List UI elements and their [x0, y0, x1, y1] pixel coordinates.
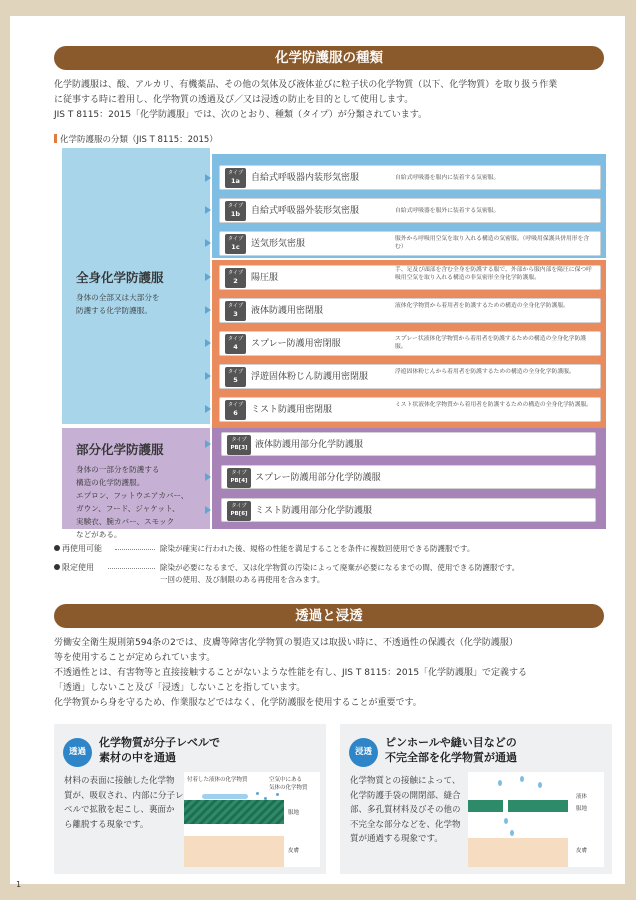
type-desc: スプレー状液体化学物質から着用者を防護するための構造の全身化学防護服。: [395, 336, 587, 350]
type-name: 液体防護用密閉服: [251, 306, 324, 316]
type-name: 浮遊固体粉じん防護用密閉服: [251, 372, 369, 382]
type-desc: 服外から呼吸用空気を取り入れる構造の気密服。（呼吸用保護具併用形を含む）: [395, 236, 590, 250]
leader-line: [108, 568, 155, 569]
arrow-right-icon: [205, 239, 211, 247]
type-row-pb3: [221, 432, 596, 456]
partial-suit-category: 部分化学防護服 身体の一部分を防護する 構造の化学防護服。 エプロン、フットウエアカバー、 ガウン、フード、ジャケット、 実験衣、腕カバー、スモック などがある。: [76, 442, 189, 539]
penetration-illustration: 液体 服地 皮膚: [468, 772, 604, 867]
arrow-right-icon: [205, 306, 211, 314]
suit-fabric-layer: [184, 800, 284, 824]
type-desc: ミスト状液体化学物質から着用者を防護するための構造の全身化学防護服。: [395, 402, 593, 408]
arrow-right-icon: [205, 440, 211, 448]
type-row-6: [219, 397, 601, 422]
type-row-1b: [219, 198, 601, 223]
full-suit-category: 全身化学防護服 身体の全部又は大部分を 防護する化学防護服。: [76, 270, 164, 315]
card-desc: 材料の表面に接触した化学物 質が、吸収され、内部に分子レ ベルで拡散を起こし、裏面か ら離脱する現象です。: [64, 776, 184, 830]
usage-label-limited: 限定使用: [54, 562, 94, 573]
type-desc: 自給式呼吸器を服外に装着する気密服。: [395, 208, 500, 214]
card-title: ピンホールや縫い目などの 不完全部を化学物質が通過: [385, 736, 517, 764]
type-badge: タイプ PB[6]: [227, 501, 251, 521]
type-badge: タイプ 1c: [225, 234, 246, 254]
type-row-1c: [219, 231, 601, 256]
document-page: [10, 16, 625, 884]
suit-fabric-layer: [508, 800, 568, 812]
arrow-right-icon: [205, 372, 211, 380]
arrow-right-icon: [205, 206, 211, 214]
card-penetration: [340, 724, 612, 874]
type-badge: タイプ 4: [225, 334, 246, 354]
arrow-right-icon: [205, 506, 211, 514]
type-name: ミスト防護用部分化学防護服: [255, 506, 373, 516]
type-row-1a: [219, 165, 601, 190]
type-desc: 浮遊固体粉じんから着用者を防護するための構造の全身化学防護服。: [395, 369, 575, 375]
type-badge: タイプ PB[4]: [227, 468, 251, 488]
type-name: スプレー防護用部分化学防護服: [255, 473, 381, 483]
type-desc: 自給式呼吸器を服内に装着する気密服。: [395, 175, 500, 181]
permeation-badge: 透過: [63, 738, 92, 767]
type-row-2: [219, 265, 601, 290]
classification-subtitle: 化学防護服の分類（JIS T 8115：2015）: [54, 133, 218, 145]
suit-fabric-layer: [468, 800, 503, 812]
skin-layer: [468, 838, 568, 867]
type-name: 自給式呼吸器外装形気密服: [251, 206, 360, 216]
intro-paragraph: 化学防護服は、酸、アルカリ、有機薬品、その他の気体及び液体並びに粒子状の化学物質（以下、化学物質）を取り扱う作業 に従事する時に着用し、化学物質の透過及び／又は浸透の防止を目的として使用します。 JIS T 8115：2015「化学防護服」では、次のとおり、種類（タイプ）が分類されています。: [54, 80, 558, 120]
type-name: 送気形気密服: [251, 239, 306, 249]
card-permeation: [54, 724, 326, 874]
type-name: 液体防護用部分化学防護服: [255, 440, 364, 450]
card-title: 化学物質が分子レベルで 素材の中を通過: [99, 736, 220, 764]
type-name: ミスト防護用密閉服: [251, 405, 333, 415]
type-badge: タイプ 3: [225, 301, 246, 321]
permeation-illustration: 付着した液体の化学物質 空気中にある 気体の化学物質 服地 皮膚: [184, 772, 320, 867]
usage-desc-reusable: 除染が確実に行われた後、規格の性能を満足することを条件に複数回使用できる防護服です。: [160, 544, 475, 553]
usage-desc-limited: 除染が必要になるまで、又は化学物質の汚染によって廃棄が必要になるまでの間、使用できる防護服です。 一回の使用、及び制限のある再使用を含みます。: [160, 563, 520, 584]
page-number: 1: [16, 880, 22, 889]
type-badge: タイプ PB[3]: [227, 435, 251, 455]
gap-layer: [184, 824, 284, 836]
arrow-right-icon: [205, 273, 211, 281]
arrow-right-icon: [205, 174, 211, 182]
arrow-right-icon: [205, 473, 211, 481]
arrow-right-icon: [205, 405, 211, 413]
type-badge: タイプ 2: [225, 268, 246, 288]
arrow-right-icon: [205, 339, 211, 347]
type-desc: 液体化学物質から着用者を防護するための構造の全身化学防護服。: [395, 303, 569, 309]
type-badge: タイプ 1a: [225, 168, 246, 188]
liquid-droplet-shape: [202, 794, 248, 799]
type-row-pb6: [221, 498, 596, 522]
type-badge: タイプ 1b: [225, 201, 246, 221]
usage-label-reusable: 再使用可能: [54, 543, 102, 554]
type-row-4: [219, 331, 601, 356]
section-title-types: 化学防護服の種類: [54, 46, 604, 70]
section-title-permeation: 透過と浸透: [54, 604, 604, 628]
type-row-5: [219, 364, 601, 389]
type-name: 陽圧服: [251, 273, 279, 283]
type-name: 自給式呼吸器内装形気密服: [251, 173, 360, 183]
card-desc: 化学物質との接触によって、 化学防護手袋の開閉部、縫合 部、多孔質材料及びその他の 不完全な部分などを、化学物 質が通過する現象です。: [350, 776, 461, 844]
leader-line: [115, 549, 155, 550]
type-badge: タイプ 6: [225, 400, 246, 420]
type-badge: タイプ 5: [225, 367, 246, 387]
permeation-paragraph: 労働安全衛生規則第594条の2では、皮膚等障害化学物質の製造又は取扱い時に、不透過性の保護衣（化学防護服） 等を使用することが定められています。 不透過性とは、有害物等と直接接触することがないような性能を有し、JIS T 8115：2015「化学防護服」で定義する 「透過」しないこと及び「浸透」しないことを指しています。 化学物質から身を守るため、作業服などではなく、化学防護服を使用することが重要です。: [54, 638, 528, 708]
penetration-badge: 浸透: [349, 738, 378, 767]
type-desc: 手、足及び頭部を含む全身を防護する服で、外部から服内部を陽圧に保つ呼吸用空気を取り入れる構造の非気密形全身化学防護服。: [395, 267, 592, 281]
type-row-3: [219, 298, 601, 323]
type-name: スプレー防護用密閉服: [251, 339, 341, 349]
skin-layer: [184, 836, 284, 867]
type-row-pb4: [221, 465, 596, 489]
